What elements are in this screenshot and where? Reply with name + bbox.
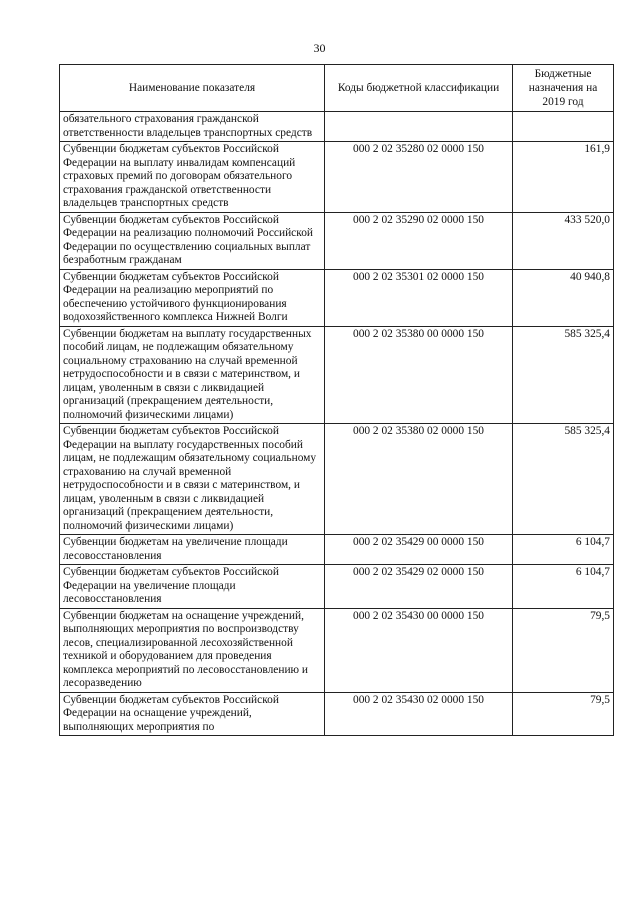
header-code: Коды бюджетной классификации bbox=[325, 65, 513, 112]
table-row bbox=[60, 608, 614, 692]
row-name: Субвенции бюджетам субъектов Российской Федерации на увеличение площади лесовосстановления bbox=[60, 565, 325, 609]
table-header-row bbox=[60, 65, 614, 112]
row-code: 000 2 02 35429 00 0000 150 bbox=[325, 535, 513, 565]
header-amount: Бюджетные назначения на 2019 год bbox=[513, 65, 614, 112]
row-name: Субвенции бюджетам субъектов Российской Федерации на выплату государственных пособий лицам, не подлежащим обязательному социальному страхованию на случай временной нетрудоспособности и в связи с материнством, и лицам, уволенным в связи с ликвидацией организаций (прекращением деятельности, полномочий физическими лицами) bbox=[60, 424, 325, 535]
row-code: 000 2 02 35301 02 0000 150 bbox=[325, 269, 513, 326]
row-name: Субвенции бюджетам на увеличение площади лесовосстановления bbox=[60, 535, 325, 565]
row-amount bbox=[513, 112, 614, 142]
header-name: Наименование показателя bbox=[60, 65, 325, 112]
row-code: 000 2 02 35290 02 0000 150 bbox=[325, 212, 513, 269]
row-amount: 40 940,8 bbox=[513, 269, 614, 326]
row-code: 000 2 02 35429 02 0000 150 bbox=[325, 565, 513, 609]
row-code bbox=[325, 112, 513, 142]
row-amount: 79,5 bbox=[513, 608, 614, 692]
row-code: 000 2 02 35380 02 0000 150 bbox=[325, 424, 513, 535]
row-name: Субвенции бюджетам субъектов Российской Федерации на реализацию мероприятий по обеспечению устойчивого функционирования водохозяйственного комплекса Нижней Волги bbox=[60, 269, 325, 326]
row-amount: 6 104,7 bbox=[513, 565, 614, 609]
row-name: обязательного страхования гражданской ответственности владельцев транспортных средств bbox=[60, 112, 325, 142]
row-name: Субвенции бюджетам на выплату государственных пособий лицам, не подлежащим обязательному социальному страхованию на случай временной нетрудоспособности и в связи с материнством, и лицам, уволенным в связи с ликвидацией организаций (прекращением деятельности, полномочий физическими лицами) bbox=[60, 326, 325, 424]
row-name: Субвенции бюджетам на оснащение учреждений, выполняющих мероприятия по воспроизводству лесов, специализированной лесохозяйственной техникой и оборудованием для проведения комплекса мероприятий по лесовосстановлению и лесоразведению bbox=[60, 608, 325, 692]
page-number: 30 bbox=[313, 41, 326, 55]
row-code: 000 2 02 35280 02 0000 150 bbox=[325, 142, 513, 213]
budget-table bbox=[59, 64, 614, 736]
table-row bbox=[60, 424, 614, 535]
table-row bbox=[60, 212, 614, 269]
table-row bbox=[60, 326, 614, 424]
row-name: Субвенции бюджетам субъектов Российской Федерации на оснащение учреждений, выполняющих мероприятия по bbox=[60, 692, 325, 736]
row-amount: 6 104,7 bbox=[513, 535, 614, 565]
row-amount: 161,9 bbox=[513, 142, 614, 213]
row-amount: 585 325,4 bbox=[513, 424, 614, 535]
row-name: Субвенции бюджетам субъектов Российской Федерации на реализацию полномочий Российской Федерации по осуществлению социальных выплат безработным гражданам bbox=[60, 212, 325, 269]
table-row bbox=[60, 269, 614, 326]
row-amount: 585 325,4 bbox=[513, 326, 614, 424]
row-code: 000 2 02 35430 02 0000 150 bbox=[325, 692, 513, 736]
table-row bbox=[60, 565, 614, 609]
row-amount: 433 520,0 bbox=[513, 212, 614, 269]
table-row bbox=[60, 112, 614, 142]
table-row bbox=[60, 535, 614, 565]
table-row bbox=[60, 142, 614, 213]
row-code: 000 2 02 35380 00 0000 150 bbox=[325, 326, 513, 424]
table-row bbox=[60, 692, 614, 736]
row-name: Субвенции бюджетам субъектов Российской Федерации на выплату инвалидам компенсаций страховых премий по договорам обязательного страхования гражданской ответственности владельцев транспортных средств bbox=[60, 142, 325, 213]
row-amount: 79,5 bbox=[513, 692, 614, 736]
row-code: 000 2 02 35430 00 0000 150 bbox=[325, 608, 513, 692]
